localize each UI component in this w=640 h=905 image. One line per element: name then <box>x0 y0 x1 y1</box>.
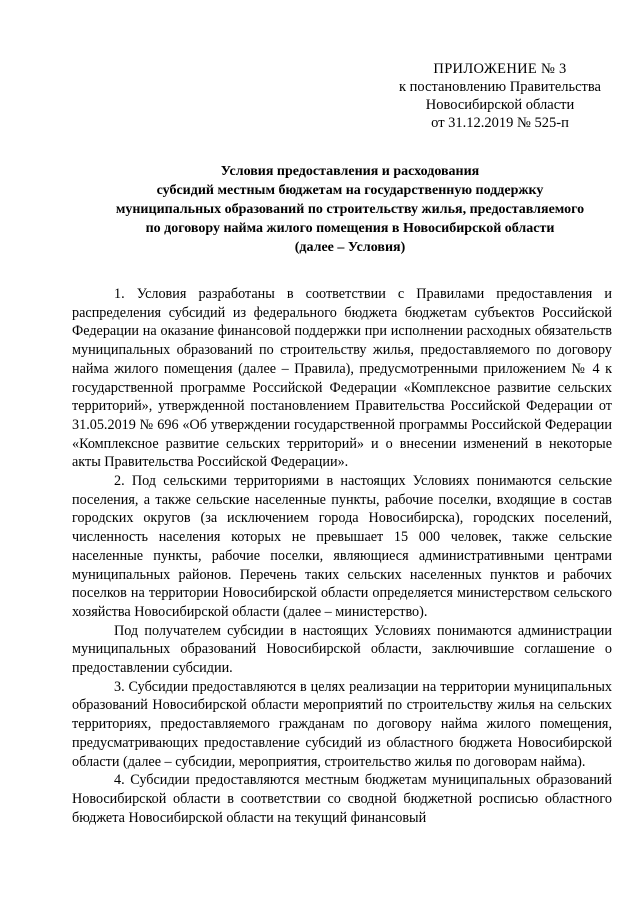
title-line-3: муниципальных образований по строительству жилья, предоставляемого <box>115 202 585 217</box>
title-line-1: Условия предоставления и расходования <box>220 164 480 179</box>
appendix-region: Новосибирской области <box>425 97 575 113</box>
document-title <box>60 162 640 257</box>
appendix-label: ПРИЛОЖЕНИЕ № 3 <box>433 61 567 77</box>
document-body <box>72 285 612 827</box>
appendix-header <box>380 60 620 132</box>
title-line-2: субсидий местным бюджетам на государственную поддержку <box>156 183 544 198</box>
paragraph-3: 3. Субсидии предоставляются в целях реализации на территории муниципальных образований Новосибирской области мероприятий по строительству жилья на сельских территориях, предоставляемого гражданам по договору найма жилого помещения, предусматривающих предоставление субсидий из областного бюджета Новосибирской области (далее – субсидии, мероприятия, строительство жилья по договорам найма). <box>72 678 612 770</box>
title-line-5: (далее – Условия) <box>294 240 406 255</box>
paragraph-2-recipient: Под получателем субсидии в настоящих Условиях понимаются администрации муниципальных образований Новосибирской области, заключившие соглашение о предоставлении субсидии. <box>72 622 612 677</box>
paragraph-4: 4. Субсидии предоставляются местным бюджетам муниципальных образований Новосибирской области в соответствии со сводной бюджетной росписью областного бюджета Новосибирской области на текущий финансовый <box>72 772 612 826</box>
paragraph-2: 2. Под сельскими территориями в настоящих Условиях понимаются сельские поселения, а также сельские населенные пункты, рабочие поселки, входящие в состав городских округов (за исключением города Новосибирска), городских поселений, численность населения которых не превышает 15 000 человек, также сельские населенные пункты, рабочие поселки, являющиеся административными центрами муниципальных районов. Перечень таких сельских населенных пунктов и рабочих поселков на территории Новосибирской области определяется министерством сельского хозяйства Новосибирской области (далее – министерство). <box>72 473 612 620</box>
appendix-date-number: от 31.12.2019 № 525-п <box>431 115 569 131</box>
title-line-4: по договору найма жилого помещения в Новосибирской области <box>145 221 555 236</box>
appendix-reference: к постановлению Правительства <box>399 79 601 95</box>
paragraph-1: 1. Условия разработаны в соответствии с Правилами предоставления и распределения субсидий из федерального бюджета бюджетам субъектов Российской Федерации на оказание финансовой поддержки при исполнении расходных обязательств муниципальных образований по строительству жилья, предоставляемого по договору найма жилого помещения (далее – Правила), предусмотренными приложением № 4 к государственной программе Российской Федерации «Комплексное развитие сельских территорий», утвержденной постановлением Правительства Российской Федерации от 31.05.2019 № 696 «Об утверждении государственной программы Российской Федерации «Комплексное развитие сельских территорий» и о внесении изменений в некоторые акты Правительства Российской Федерации». <box>72 286 612 471</box>
